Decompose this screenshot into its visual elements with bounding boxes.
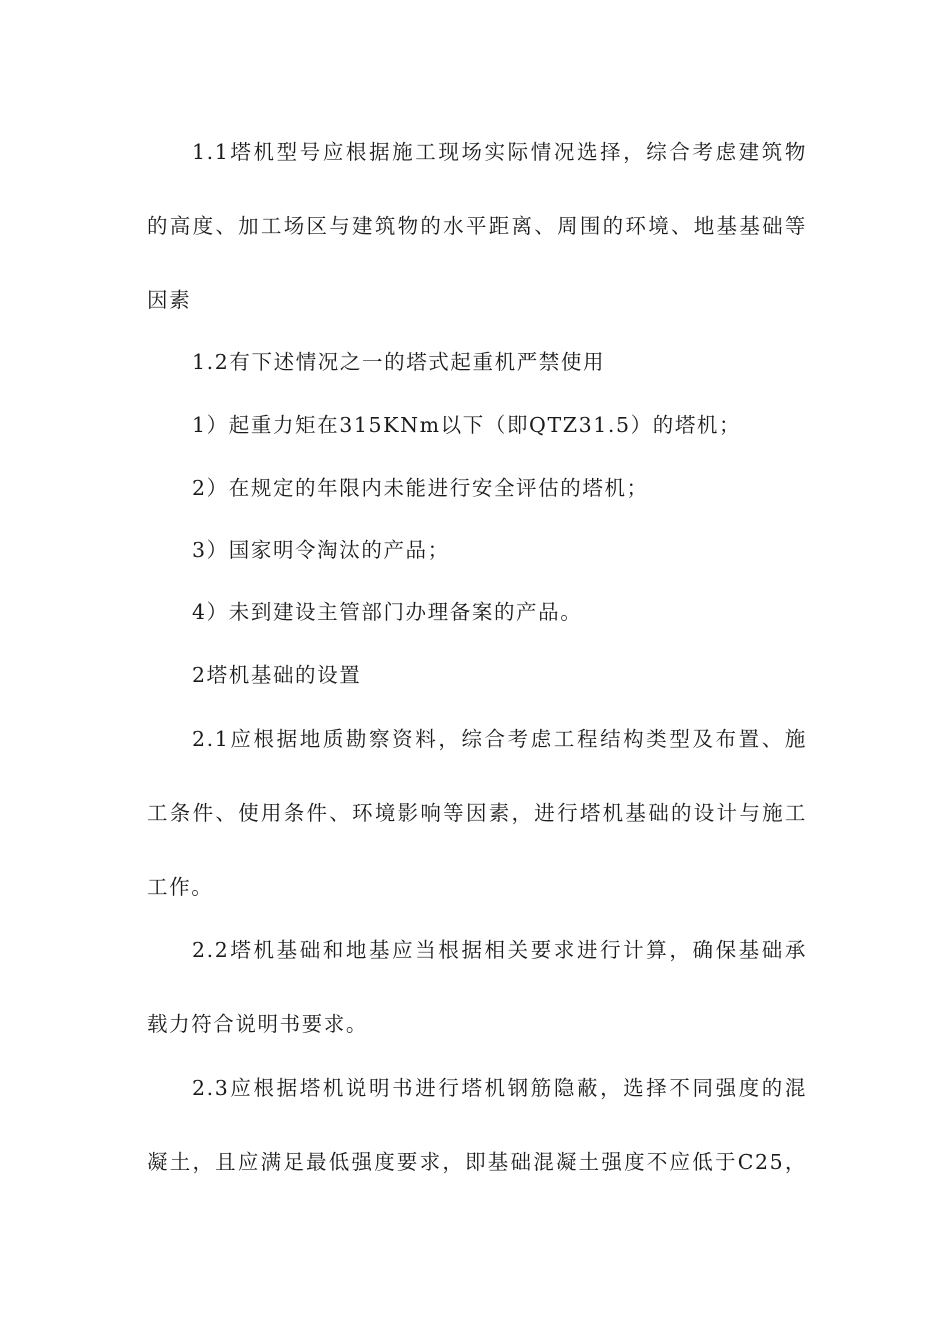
paragraph-1-2: 1.2有下述情况之一的塔式起重机严禁使用 [192,350,606,374]
paragraph-1-1-line-1: 1.1塔机型号应根据施工现场实际情况选择，综合考虑建筑物 [192,140,807,164]
paragraph-2-3-line-2: 凝土，且应满足最低强度要求，即基础混凝土强度不应低于C25， [147,1150,807,1174]
list-item-4: 4）未到建设主管部门办理备案的产品。 [192,600,583,624]
list-item-1: 1）起重力矩在315KNm以下（即QTZ31.5）的塔机； [192,413,742,437]
section-heading-2: 2塔机基础的设置 [192,663,362,687]
paragraph-2-2-line-2: 载力符合说明书要求。 [147,1012,368,1036]
paragraph-2-2-line-1: 2.2塔机基础和地基应当根据相关要求进行计算，确保基础承 [192,938,807,962]
list-item-3: 3）国家明令淘汰的产品； [192,538,450,562]
paragraph-2-1-line-1: 2.1应根据地质勘察资料，综合考虑工程结构类型及布置、施 [192,727,807,751]
paragraph-2-3-line-1: 2.3应根据塔机说明书进行塔机钢筋隐蔽，选择不同强度的混 [192,1076,807,1100]
paragraph-2-1-line-3: 工作。 [147,875,214,899]
paragraph-1-1-line-2: 的高度、加工场区与建筑物的水平距离、周围的环境、地基基础等 [147,214,807,238]
paragraph-1-1-line-3: 因素 [147,288,192,312]
paragraph-2-1-line-2: 工条件、使用条件、环境影响等因素，进行塔机基础的设计与施工 [147,801,807,825]
list-item-2: 2）在规定的年限内未能进行安全评估的塔机； [192,476,649,500]
